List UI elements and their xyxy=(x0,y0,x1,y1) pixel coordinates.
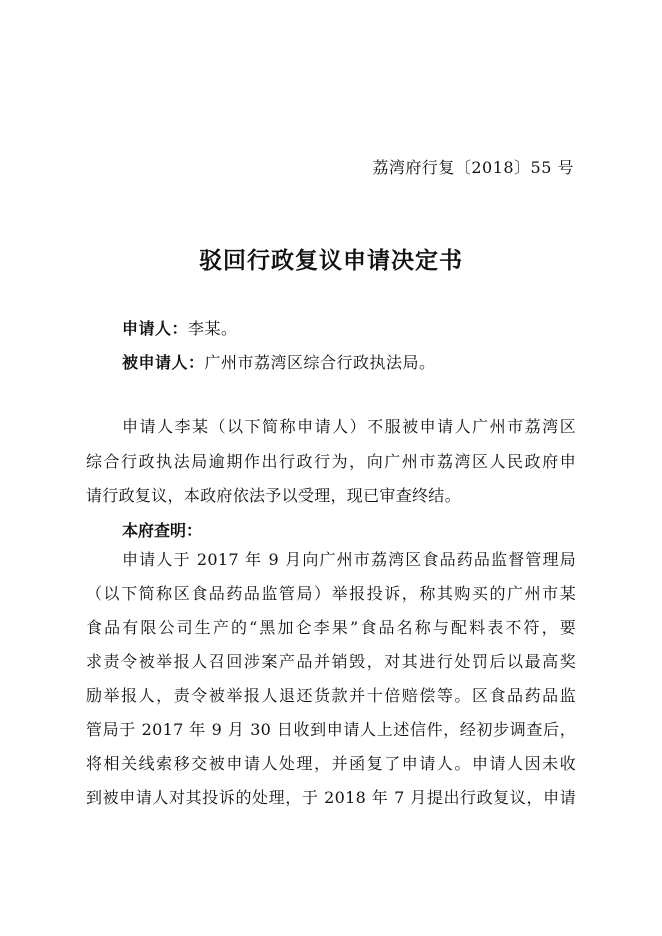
applicant-value: 李某。 xyxy=(188,319,238,338)
applicant-label: 申请人： xyxy=(122,319,189,338)
paragraph-2-line: 管局于 2017 年 9 月 30 日收到申请人上述信件，经初步调查后， xyxy=(86,720,576,739)
paragraph-2-line: 求责令被举报人召回涉案产品并销毁，对其进行处罚后以最高奖 xyxy=(86,652,576,671)
paragraph-2-line: （以下简称区食品药品监管局）举报投诉，称其购买的广州市某 xyxy=(86,584,576,603)
respondent-label: 被申请人： xyxy=(122,353,205,372)
paragraph-2-line: 食品有限公司生产的“黑加仑李果”食品名称与配料表不符，要 xyxy=(86,618,576,637)
paragraph-1-line: 申请人李某（以下简称申请人）不服被申请人广州市荔湾区 xyxy=(122,417,576,436)
section-label: 本府查明： xyxy=(122,521,203,540)
document-title: 驳回行政复议申请决定书 xyxy=(199,247,463,274)
paragraph-2-line: 将相关线索移交被申请人处理，并函复了申请人。申请人因未收 xyxy=(86,754,576,773)
respondent-line xyxy=(122,350,436,373)
applicant-line xyxy=(122,316,238,339)
paragraph-2-line: 励举报人，责令被举报人退还货款并十倍赔偿等。区食品药品监 xyxy=(86,686,576,705)
paragraph-1-line: 综合行政执法局逾期作出行政行为，向广州市荔湾区人民政府申 xyxy=(86,452,576,471)
paragraph-1-line: 请行政复议，本政府依法予以受理，现已审查终结。 xyxy=(86,486,461,505)
document-number: 荔湾府行复〔2018〕55 号 xyxy=(372,158,574,177)
paragraph-2-line: 申请人于 2017 年 9 月向广州市荔湾区食品药品监督管理局 xyxy=(122,550,576,569)
respondent-value: 广州市荔湾区综合行政执法局。 xyxy=(204,353,436,372)
paragraph-2-line: 到被申请人对其投诉的处理，于 2018 年 7 月提出行政复议，申请 xyxy=(86,788,576,807)
